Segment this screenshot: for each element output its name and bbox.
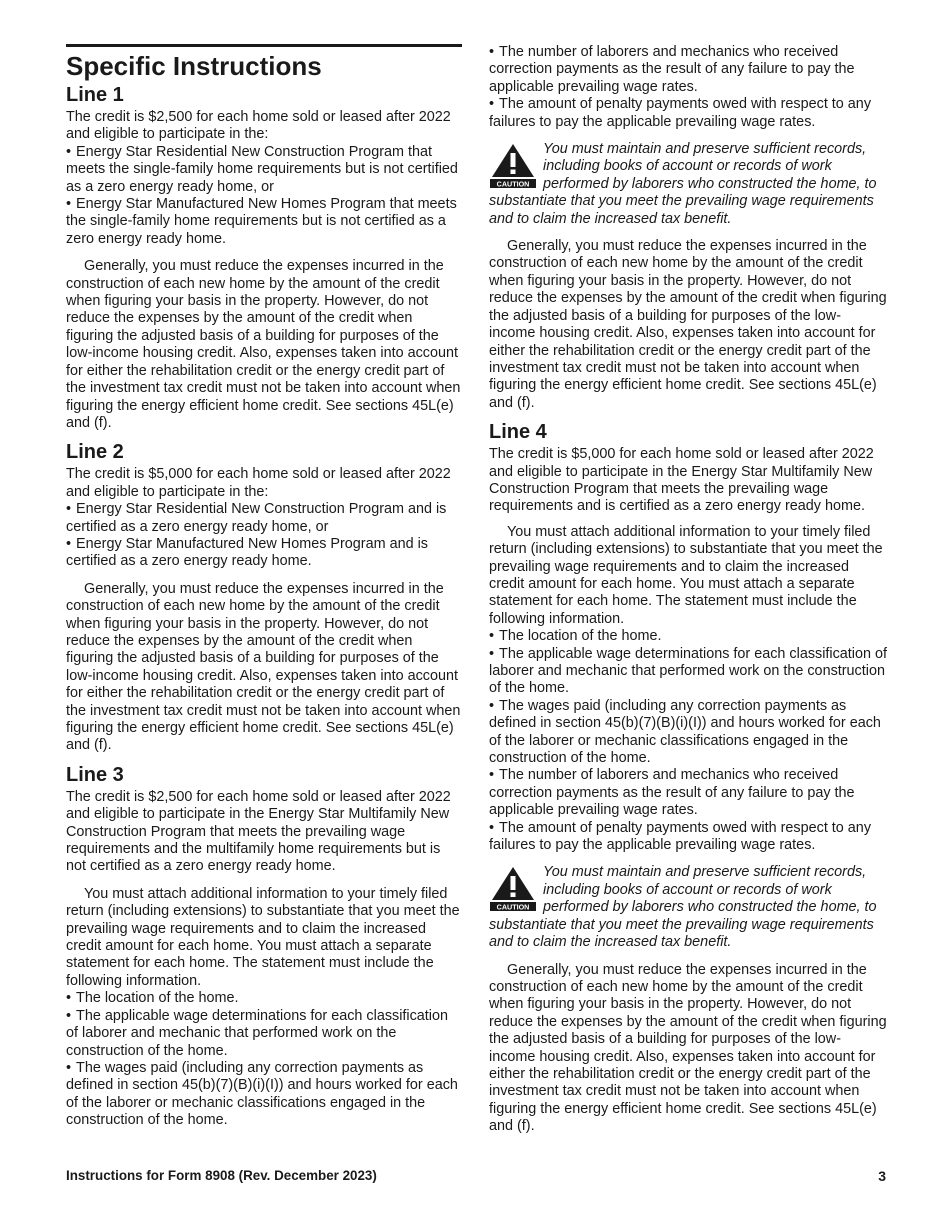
left-column <box>66 44 462 1130</box>
line1-body: Generally, you must reduce the expenses incurred in the construction of each new home by the amount of the credit when figuring your basis in the property. However, do not reduce the expenses by the amount of the credit when figuring the adjusted basis of a building for purposes of the low-income housing credit. Also, expenses taken into account for either the rehabilitation credit or the energy credit part of the investment tax credit must not be taken into account when figuring the energy efficient home credit. See sections 45L(e) and (f). <box>66 258 461 431</box>
line2-bullet-2: • Energy Star Manufactured New Homes Program and is certified as a zero energy ready home. <box>66 536 462 571</box>
right-column <box>489 44 887 1136</box>
line2-heading: Line 2 <box>66 441 124 464</box>
caution-icon <box>489 866 537 912</box>
page-footer <box>66 1168 886 1183</box>
line4-bullet-2: • The applicable wage determinations for each classification of laborer and mechanic that performed work on the construction of the home. <box>489 646 887 698</box>
line3-intro: The credit is $2,500 for each home sold or leased after 2022 and eligible to participate in the Energy Star Multifamily New Construction Program that meets the prevailing wage requirements and the multifamily home requirements but is not certified as a zero energy ready home. <box>66 788 451 875</box>
line4-body-1: You must attach additional information to your timely filed return (including extensions) to substantiate that you meet the prevailing wage requirements and to claim the increased credit amount for each home. You must attach a separate statement for each home. The statement must include the following information. <box>489 523 883 627</box>
line3-bullet-4: • The number of laborers and mechanics who received correction payments as the result of any failure to pay the applicable prevailing wage rates. <box>489 44 887 96</box>
line1-bullet-1: • Energy Star Residential New Construction Program that meets the single-family home requirements but is not certified as a zero energy ready home, or <box>66 144 462 196</box>
footer-form-title: Instructions for Form 8908 (Rev. December 2023) <box>66 1168 377 1183</box>
line4-intro: The credit is $5,000 for each home sold or leased after 2022 and eligible to participate in the Energy Star Multifamily New Construction Program that meets the prevailing wage requirements and is certified as a zero energy ready home. <box>489 446 874 515</box>
line4-bullet-4: • The number of laborers and mechanics who received correction payments as the result of any failure to pay the applicable prevailing wage rates. <box>489 767 887 819</box>
page-title: Specific Instructions <box>66 51 322 81</box>
line3-body: You must attach additional information to your timely filed return (including extensions) to substantiate that you meet the prevailing wage requirements and to claim the increased credit amount for each home. You must attach a separate statement for each home. The statement must include the following information. <box>66 885 460 989</box>
caution-note-1 <box>489 141 887 228</box>
line1-section <box>66 83 462 432</box>
page-number: 3 <box>878 1168 886 1184</box>
line2-section <box>66 440 462 755</box>
line4-bullet-3: • The wages paid (including any correction payments as defined in section 45(b)(7)(B)(i)(I)) and hours worked for each of the laborer or mechanic classifications engaged in the construction of the home. <box>489 698 887 768</box>
line3-bullet-2: • The applicable wage determinations for each classification of laborer and mechanic that performed work on the construction of the home. <box>66 1008 462 1060</box>
line3-bullet-3: • The wages paid (including any correction payments as defined in section 45(b)(7)(B)(i)(I)) and hours worked for each of the laborer or mechanic classifications engaged in the construction of the home. <box>66 1060 462 1130</box>
caution-note-2 <box>489 864 887 951</box>
line3-bullet-1: • The location of the home. <box>66 990 462 1007</box>
caution-text-2: You must maintain and preserve sufficient records, including books of account or records of work performed by laborers who constructed the home, to substantiate that you meet the prevailing wage requirements and to claim the increased tax benefit. <box>489 864 877 951</box>
caution-label: CAUTION <box>496 179 530 189</box>
caution-label: CAUTION <box>496 902 530 912</box>
line3-continued <box>489 44 887 412</box>
line2-intro: The credit is $5,000 for each home sold or leased after 2022 and eligible to participate in the: <box>66 466 451 500</box>
line4-bullet-5: • The amount of penalty payments owed with respect to any failures to pay the applicable prevailing wage rates. <box>489 820 887 855</box>
line3-heading: Line 3 <box>66 763 124 786</box>
line3-section <box>66 763 462 1130</box>
line3-body-2: Generally, you must reduce the expenses incurred in the construction of each new home by the amount of the credit when figuring your basis in the property. However, do not reduce the expenses by the amount of the credit when figuring the adjusted basis of a building for purposes of the low-income housing credit. Also, expenses taken into account for either the rehabilitation credit or the energy credit part of the investment tax credit must not be taken into account when figuring the energy efficient home credit. See sections 45L(e) and (f). <box>489 238 887 411</box>
line1-bullet-2: • Energy Star Manufactured New Homes Program that meets the single-family home requirements but is not certified as a zero energy ready home. <box>66 196 462 248</box>
caution-text-1: You must maintain and preserve sufficient records, including books of account or records of work performed by laborers who constructed the home, to substantiate that you meet the prevailing wage requirements and to claim the increased tax benefit. <box>489 141 877 227</box>
line2-bullet-1: • Energy Star Residential New Construction Program and is certified as a zero energy ready home, or <box>66 501 462 536</box>
line4-body-2: Generally, you must reduce the expenses incurred in the construction of each new home by the amount of the credit when figuring your basis in the property. However, do not reduce the expenses by the amount of the credit when figuring the adjusted basis of a building for purposes of the low-income housing credit. Also, expenses taken into account for either the rehabilitation credit or the energy credit part of the investment tax credit must not be taken into account when figuring the energy efficient home credit. See sections 45L(e) and (f). <box>489 961 887 1135</box>
line4-bullet-1: • The location of the home. <box>489 628 887 645</box>
caution-icon <box>489 143 537 189</box>
line4-heading: Line 4 <box>489 421 547 444</box>
line1-intro: The credit is $2,500 for each home sold or leased after 2022 and eligible to participate in the: <box>66 109 451 143</box>
title-rule <box>66 44 462 47</box>
line2-body: Generally, you must reduce the expenses incurred in the construction of each new home by the amount of the credit when figuring your basis in the property. However, do not reduce the expenses by the amount of the credit when figuring the adjusted basis of a building for purposes of the low-income housing credit. Also, expenses taken into account for either the rehabilitation credit or the energy credit part of the investment tax credit must not be taken into account when figuring the energy efficient home credit. See sections 45L(e) and (f). <box>66 580 461 754</box>
line4-section <box>489 420 887 1135</box>
line3-bullet-5: • The amount of penalty payments owed with respect to any failures to pay the applicable prevailing wage rates. <box>489 96 887 131</box>
line1-heading: Line 1 <box>66 84 124 106</box>
